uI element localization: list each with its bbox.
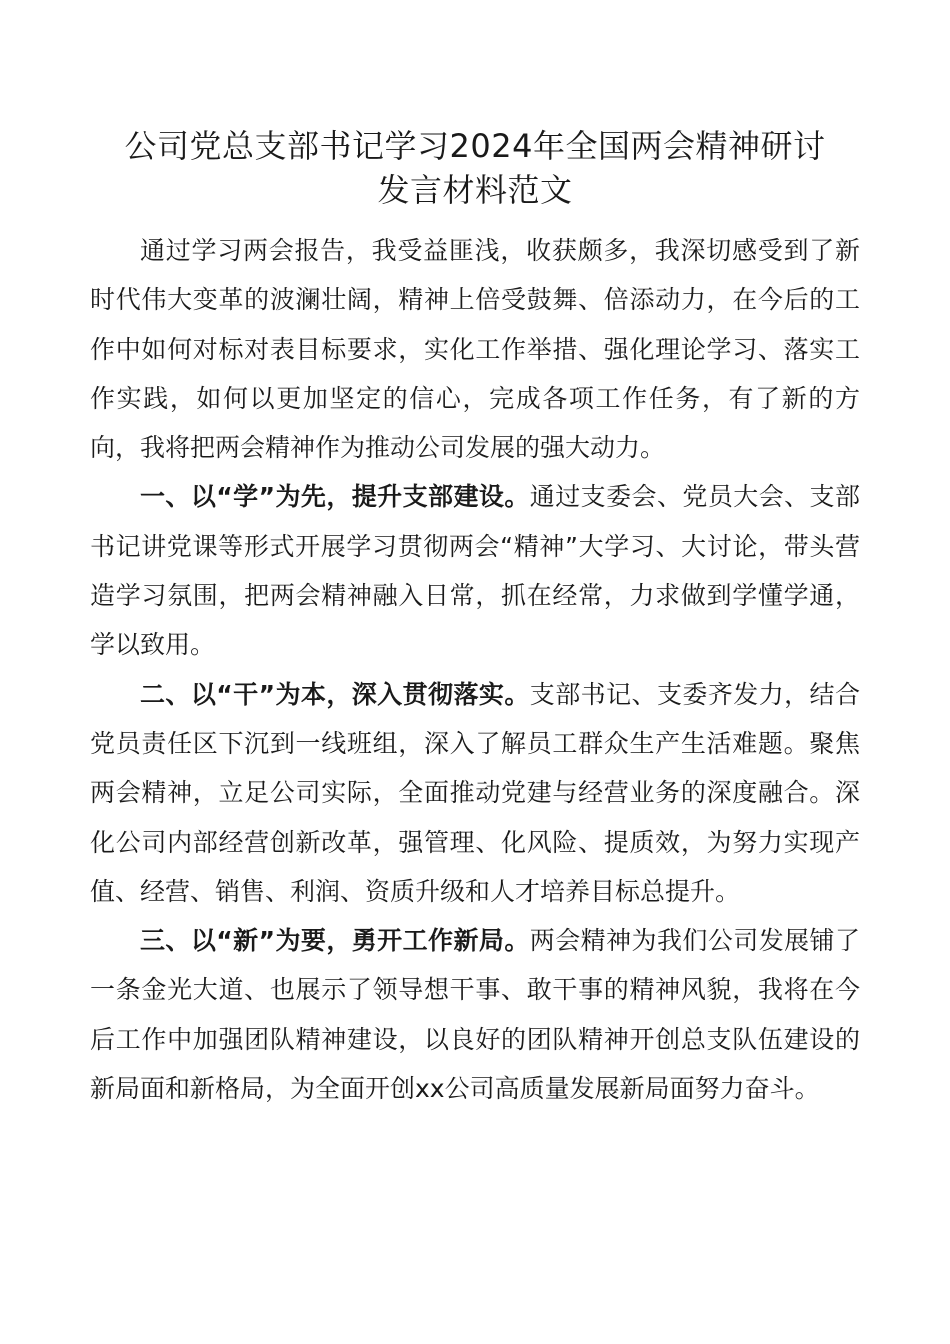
section-text-1: 通过支委会、党员大会、支部书记讲党课等形式开展学习贯彻两会“精神”大学习、大讨论，带头营造学习氛围，把两会精神融入日常，抓在经常，力求做到学懂学通，学以致用。	[90, 482, 860, 660]
intro-paragraph: 通过学习两会报告，我受益匪浅，收获颇多，我深切感受到了新时代伟大变革的波澜壮阔，精神上倍受鼓舞、倍添动力，在今后的工作中如何对标对表目标要求，实化工作举措、强化理论学习、落实工作实践，如何以更加坚定的信心，完成各项工作任务，有了新的方向，我将把两会精神作为推动公司发展的强大动力。	[90, 236, 860, 463]
title-line-1: 公司党总支部书记学习2024年全国两会精神研讨	[124, 127, 826, 165]
section-heading-3: 三、以“新”为要，勇开工作新局。	[140, 926, 530, 956]
document-title	[90, 124, 860, 212]
section-heading-2: 二、以“干”为本，深入贯彻落实。	[140, 679, 530, 709]
section-text-2: 支部书记、支委齐发力，结合党员责任区下沉到一线班组，深入了解员工群众生产生活难题。聚焦两会精神，立足公司实际，全面推动党建与经营业务的深度融合。深化公司内部经营创新改革，强管理、化风险、提质效，为努力实现产值、经营、销售、利润、资质升级和人才培养目标总提升。	[90, 679, 860, 906]
section-paragraph-1	[90, 472, 860, 669]
section-paragraph-2	[90, 670, 860, 916]
document-body	[90, 226, 860, 1113]
section-heading-1: 一、以“学”为先，提升支部建设。	[140, 482, 530, 512]
section-text-3: 两会精神为我们公司发展铺了一条金光大道、也展示了领导想干事、敢干事的精神风貌，我将在今后工作中加强团队精神建设，以良好的团队精神开创总支队伍建设的新局面和新格局，为全面开创xx公司高质量发展新局面努力奋斗。	[90, 926, 860, 1104]
section-paragraph-3	[90, 916, 860, 1113]
title-line-2: 发言材料范文	[377, 171, 573, 209]
